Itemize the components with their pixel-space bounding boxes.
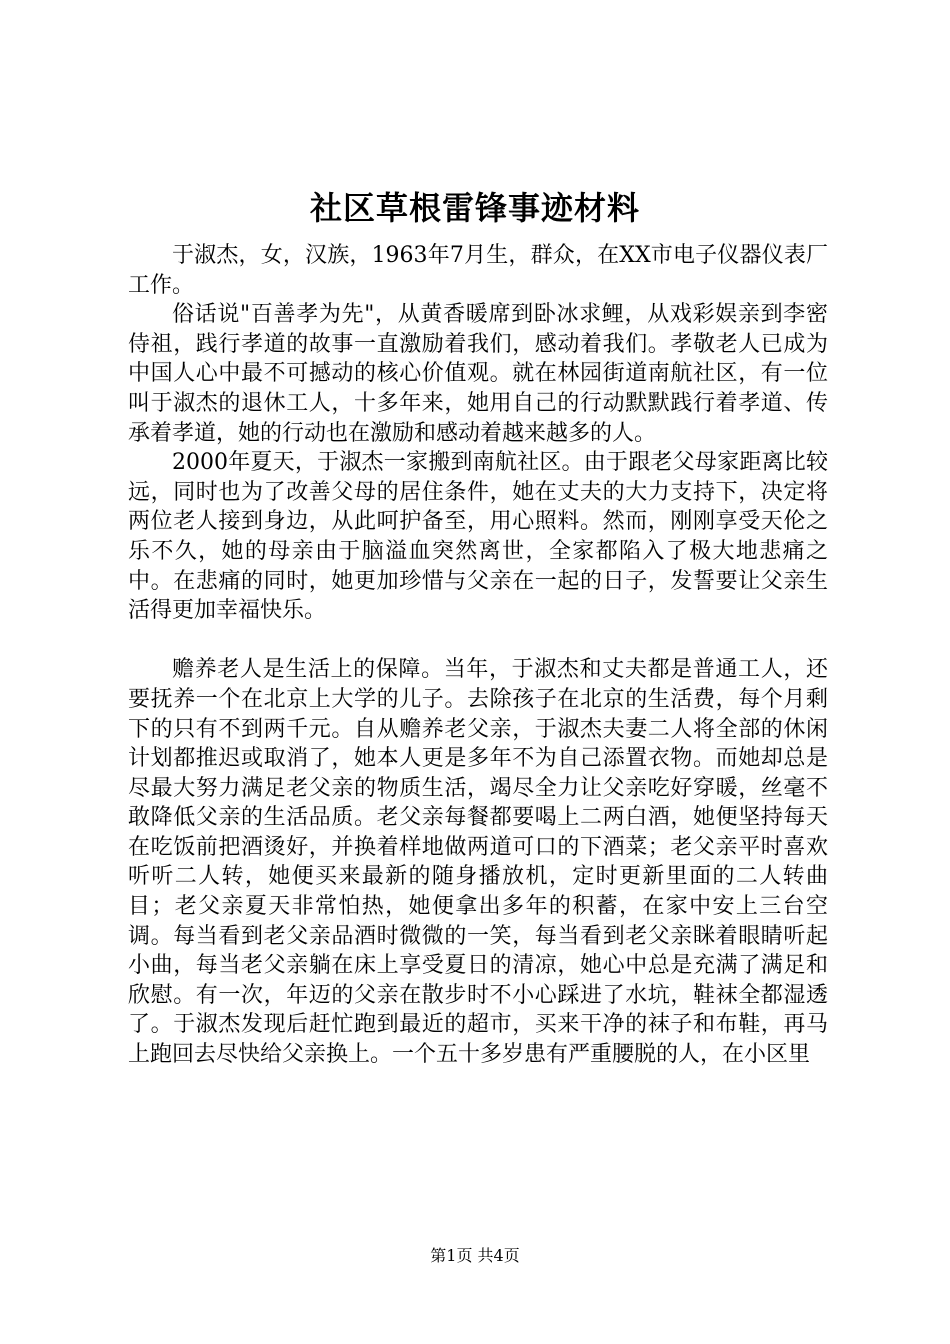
document-title: 社区草根雷锋事迹材料 bbox=[309, 189, 640, 227]
page-number-footer: 第1页 共4页 bbox=[430, 1246, 520, 1265]
document-body bbox=[128, 241, 828, 1070]
paragraph-support: 赡养老人是生活上的保障。当年，于淑杰和丈夫都是普通工人，还要抚养一个在北京上大学的儿子。去除孩子在北京的生活费，每个月剩下的只有不到两千元。自从赡养老父亲，于淑杰夫妻二人将全部的休闲计划都推迟或取消了，她本人更是多年不为自己添置衣物。而她却总是尽最大努力满足老父亲的物质生活，竭尽全力让父亲吃好穿暖，丝毫不敢降低父亲的生活品质。老父亲每餐都要喝上二两白酒，她便坚持每天在吃饭前把酒烫好，并换着样地做两道可口的下酒菜；老父亲平时喜欢听听二人转，她便买来最新的随身播放机，定时更新里面的二人转曲目；老父亲夏天非常怕热，她便拿出多年的积蓄，在家中安上三台空调。每当看到老父亲品酒时微微的一笑，每当看到老父亲眯着眼睛听起小曲，每当老父亲躺在床上享受夏日的清凉，她心中总是充满了满足和欣慰。有一次，年迈的父亲在散步时不小心踩进了水坑，鞋袜全都湿透了。于淑杰发现后赶忙跑到最近的超市，买来干净的袜子和布鞋，再马上跑回去尽快给父亲换上。一个五十多岁患有严重腰脱的人，在小区里 bbox=[128, 657, 828, 1068]
paragraph-move: 2000年夏天，于淑杰一家搬到南航社区。由于跟老父母家距离比较远，同时也为了改善父母的居住条件，她在丈夫的大力支持下，决定将两位老人接到身边，从此呵护备至，用心照料。然而，刚刚享受天伦之乐不久，她的母亲由于脑溢血突然离世，全家都陷入了极大地悲痛之中。在悲痛的同时，她更加珍惜与父亲在一起的日子，发誓要让父亲生活得更加幸福快乐。 bbox=[128, 450, 828, 624]
paragraph-filial-piety: 俗话说"百善孝为先"，从黄香暖席到卧冰求鲤，从戏彩娱亲到李密侍祖，践行孝道的故事一直激励着我们，感动着我们。孝敬老人已成为中国人心中最不可撼动的核心价值观。就在林园街道南航社区，有一位叫于淑杰的退休工人，十多年来，她用自己的行动默默践行着孝道、传承着孝道，她的行动也在激励和感动着越来越多的人。 bbox=[128, 302, 828, 446]
paragraph-intro: 于淑杰，女，汉族，1963年7月生，群众，在XX市电子仪器仪表厂工作。 bbox=[128, 243, 828, 298]
